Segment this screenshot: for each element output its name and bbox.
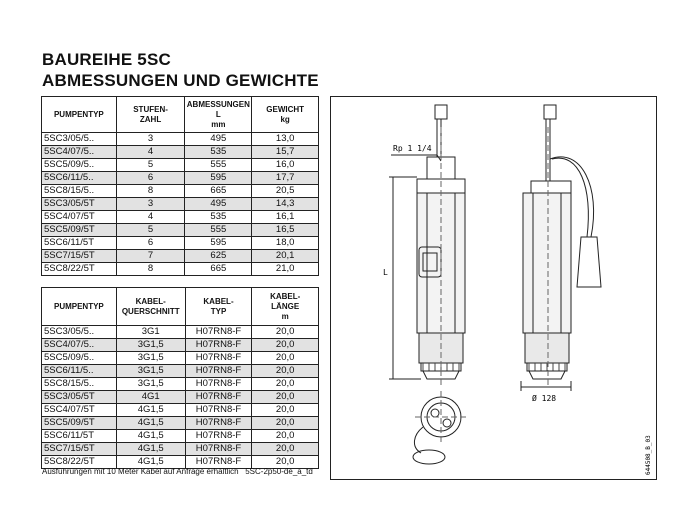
table-header: PUMPENTYP xyxy=(42,97,117,133)
table-row xyxy=(42,146,319,159)
table-header: KABEL- TYP xyxy=(185,288,252,326)
table-cell: 665 xyxy=(185,185,252,198)
table-cell: 5SC8/15/5.. xyxy=(42,185,117,198)
table-cell: H07RN8-F xyxy=(185,339,252,352)
table-cell: 5SC5/09/5T xyxy=(42,417,117,430)
table-row xyxy=(42,133,319,146)
table-cell: 20,0 xyxy=(252,365,319,378)
table-cell: 3G1 xyxy=(116,326,185,339)
table-header: GEWICHT kg xyxy=(252,97,319,133)
table-header: KABEL- LÄNGE m xyxy=(252,288,319,326)
table-cell: 20,1 xyxy=(252,250,319,263)
table-cell: 3G1,5 xyxy=(116,378,185,391)
table-cell: 555 xyxy=(185,159,252,172)
table-row xyxy=(42,224,319,237)
table-cell: 5SC7/15/5T xyxy=(42,250,117,263)
table-cell: 495 xyxy=(185,133,252,146)
table-cell: 3G1,5 xyxy=(116,352,185,365)
table-row xyxy=(42,443,319,456)
table-row xyxy=(42,185,319,198)
table-row xyxy=(42,417,319,430)
table-cell: 8 xyxy=(116,263,185,276)
document-code: 5SC-2p50-de_a_td xyxy=(245,467,313,476)
page-title: BAUREIHE 5SC xyxy=(42,50,171,69)
table-row xyxy=(42,365,319,378)
table-cell: 595 xyxy=(185,172,252,185)
rp-label: Rp 1 1/4 xyxy=(393,144,432,153)
table-cell: 5SC3/05/5T xyxy=(42,391,117,404)
table-header: STUFEN- ZAHL xyxy=(116,97,185,133)
table-cell: 13,0 xyxy=(252,133,319,146)
table-cell: H07RN8-F xyxy=(185,352,252,365)
table-cell: H07RN8-F xyxy=(185,391,252,404)
table-cell: 14,3 xyxy=(252,198,319,211)
table-cell: H07RN8-F xyxy=(185,365,252,378)
table-header: ABMESSUNGEN L mm xyxy=(185,97,252,133)
table-cell: 6 xyxy=(116,237,185,250)
table-cell: 595 xyxy=(185,237,252,250)
table-cell: 4G1,5 xyxy=(116,417,185,430)
table-cell: 15,7 xyxy=(252,146,319,159)
table-cell: 20,0 xyxy=(252,352,319,365)
table-header: PUMPENTYP xyxy=(42,288,117,326)
table-cell: 5SC5/09/5T xyxy=(42,224,117,237)
table-cell: 495 xyxy=(185,198,252,211)
table-cell: 16,0 xyxy=(252,159,319,172)
table-cell: H07RN8-F xyxy=(185,430,252,443)
table-cell: 4G1,5 xyxy=(116,404,185,417)
table-cell: 5SC6/11/5.. xyxy=(42,365,117,378)
table-cell: 20,0 xyxy=(252,430,319,443)
table-cell: 20,0 xyxy=(252,339,319,352)
table-cell: 4 xyxy=(116,146,185,159)
table-cell: 5SC7/15/5T xyxy=(42,443,117,456)
table-row xyxy=(42,250,319,263)
table-cell: 20,0 xyxy=(252,378,319,391)
table-row xyxy=(42,326,319,339)
table-cell: 20,0 xyxy=(252,417,319,430)
table-cell: 20,0 xyxy=(252,404,319,417)
footnote xyxy=(42,467,313,476)
table-cell: 21,0 xyxy=(252,263,319,276)
table-cell: 5SC4/07/5T xyxy=(42,404,117,417)
table-cell: 3 xyxy=(116,198,185,211)
table-cell: 16,5 xyxy=(252,224,319,237)
table-row xyxy=(42,172,319,185)
table-cell: 5SC4/07/5.. xyxy=(42,146,117,159)
table-header: KABEL- QUERSCHNITT xyxy=(116,288,185,326)
table-cell: 3G1,5 xyxy=(116,339,185,352)
table-cell: H07RN8-F xyxy=(185,443,252,456)
table-cell: 7 xyxy=(116,250,185,263)
table-cell: 20,5 xyxy=(252,185,319,198)
table-cell: H07RN8-F xyxy=(185,417,252,430)
table-row xyxy=(42,378,319,391)
table-cell: 8 xyxy=(116,185,185,198)
table-row xyxy=(42,198,319,211)
table-row xyxy=(42,430,319,443)
table-cell: 5SC8/15/5.. xyxy=(42,378,117,391)
pump-drawing-svg xyxy=(331,97,656,479)
table-cell: 5 xyxy=(116,224,185,237)
table-cell: 5SC6/11/5T xyxy=(42,237,117,250)
table-cell: 5SC8/22/5T xyxy=(42,263,117,276)
table-cell: 625 xyxy=(185,250,252,263)
table-cell: 20,0 xyxy=(252,456,319,469)
table-cell: 5SC8/22/5T xyxy=(42,456,117,469)
table-cell: 535 xyxy=(185,211,252,224)
cable-table xyxy=(41,287,319,469)
table-cell: 5SC5/09/5.. xyxy=(42,352,117,365)
table-cell: 4 xyxy=(116,211,185,224)
table-cell: 20,0 xyxy=(252,443,319,456)
table-row xyxy=(42,352,319,365)
length-label: L xyxy=(383,268,388,277)
table-cell: 4G1,5 xyxy=(116,456,185,469)
table-cell: 20,0 xyxy=(252,326,319,339)
table-cell: 4G1 xyxy=(116,391,185,404)
dimensions-table xyxy=(41,96,319,276)
table-row xyxy=(42,263,319,276)
table-row xyxy=(42,159,319,172)
plug-icon xyxy=(544,105,556,119)
plug-icon xyxy=(435,105,447,119)
table-cell: H07RN8-F xyxy=(185,378,252,391)
table-cell: 18,0 xyxy=(252,237,319,250)
technical-drawing xyxy=(330,96,657,480)
table-row xyxy=(42,404,319,417)
table-cell: 5SC3/05/5T xyxy=(42,198,117,211)
table-row xyxy=(42,391,319,404)
table-cell: 5SC6/11/5T xyxy=(42,430,117,443)
table-cell: 3G1,5 xyxy=(116,365,185,378)
table-cell: 5 xyxy=(116,159,185,172)
table-cell: 665 xyxy=(185,263,252,276)
table-cell: H07RN8-F xyxy=(185,326,252,339)
table-cell: 555 xyxy=(185,224,252,237)
table-cell: 5SC5/09/5.. xyxy=(42,159,117,172)
diameter-label: Ø 128 xyxy=(532,394,557,403)
table-cell: H07RN8-F xyxy=(185,404,252,417)
table-cell: 4G1,5 xyxy=(116,430,185,443)
table-cell: 6 xyxy=(116,172,185,185)
footnote-text: Ausführungen mit 10 Meter Kabel auf Anfrage erhältlich xyxy=(42,467,239,476)
table-cell: 20,0 xyxy=(252,391,319,404)
table-row xyxy=(42,339,319,352)
table-cell: H07RN8-F xyxy=(185,456,252,469)
table-cell: 5SC3/05/5.. xyxy=(42,133,117,146)
table-cell: 5SC4/07/5T xyxy=(42,211,117,224)
table-cell: 16,1 xyxy=(252,211,319,224)
table-cell: 535 xyxy=(185,146,252,159)
page-subtitle: ABMESSUNGEN UND GEWICHTE xyxy=(42,71,319,90)
table-cell: 17,7 xyxy=(252,172,319,185)
table-cell: 3 xyxy=(116,133,185,146)
table-cell: 5SC4/07/5.. xyxy=(42,339,117,352)
drawing-code: 644508_B_03 xyxy=(645,435,652,475)
table-row xyxy=(42,211,319,224)
table-cell: 5SC6/11/5.. xyxy=(42,172,117,185)
table-cell: 5SC3/05/5.. xyxy=(42,326,117,339)
table-row xyxy=(42,237,319,250)
table-cell: 4G1,5 xyxy=(116,443,185,456)
